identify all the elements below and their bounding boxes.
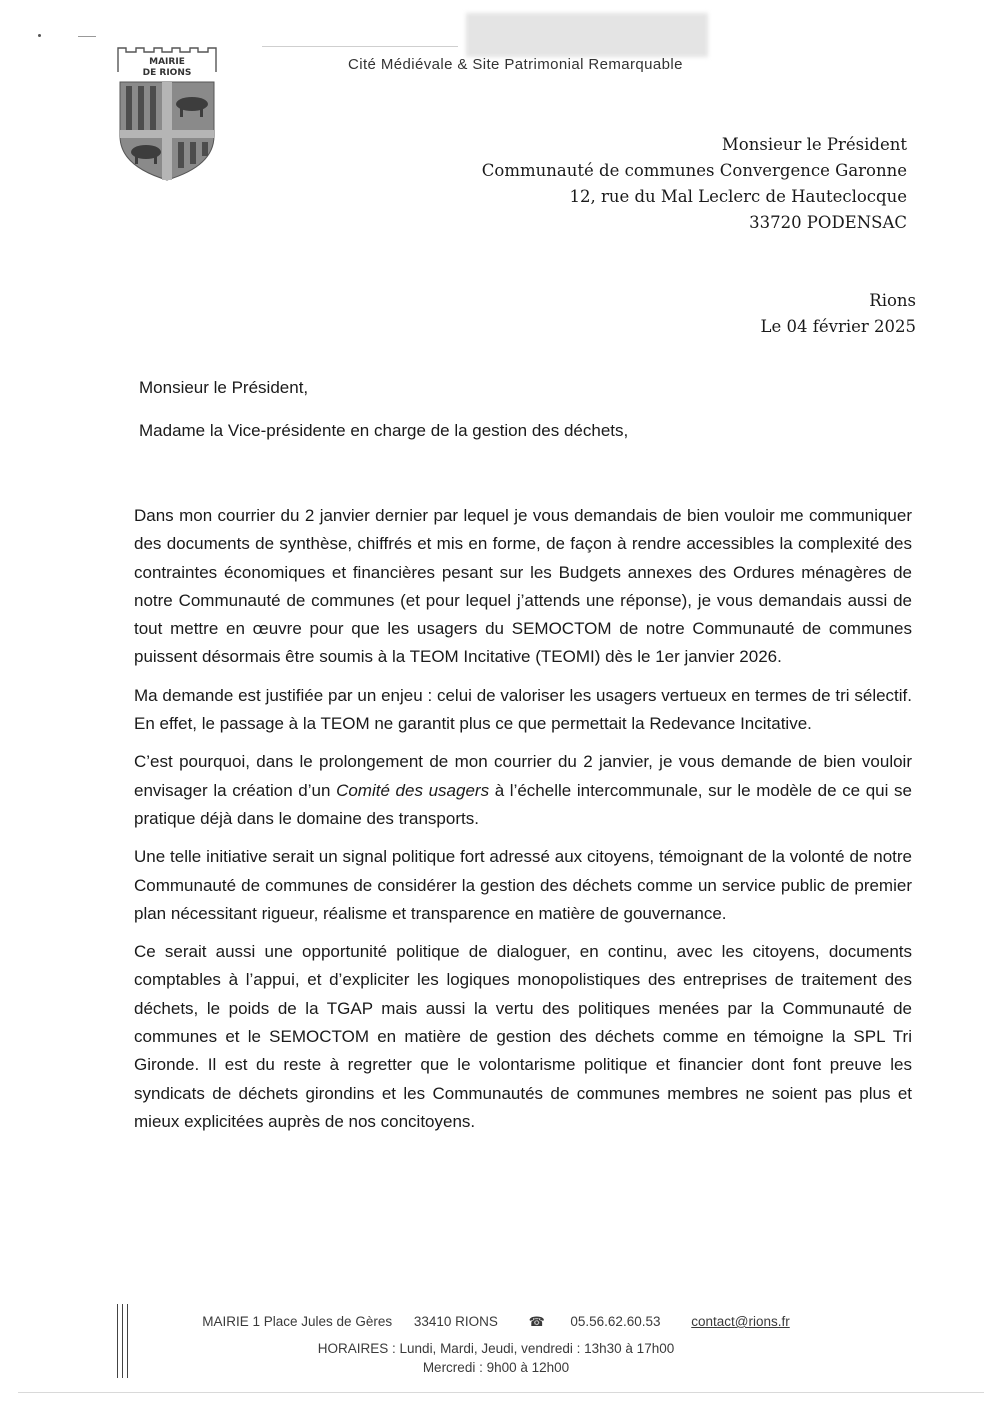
scan-mark <box>78 36 96 37</box>
phone-icon: ☎ <box>528 1314 545 1329</box>
paragraph-4: Une telle initiative serait un signal politique fort adressé aux citoyens, témoignant de la volonté de notre Communauté de communes de considérer la gestion des déchets comme un service public de premier plan nécessitant rigueur, réalisme et transparence en matière de gouvernance. <box>134 847 912 923</box>
footer-postal: 33410 RIONS <box>413 1314 498 1329</box>
recipient-address <box>482 132 907 236</box>
salutation-president: Monsieur le Président, <box>139 378 309 397</box>
salutation-vice-president: Madame la Vice-présidente en charge de la gestion des déchets, <box>139 421 629 440</box>
footer-email[interactable]: contact@rions.fr <box>691 1314 790 1329</box>
footer-address: MAIRIE 1 Place Jules de Gères <box>202 1314 393 1329</box>
redacted-area <box>466 13 708 57</box>
paragraph-3-end: à l’échelle intercommunale, sur le modèle de ce qui se pratique déjà dans le domaine des transports. <box>134 780 912 828</box>
recipient-line: 33720 PODENSAC <box>749 213 907 232</box>
header-rule <box>262 46 458 47</box>
comite-des-usagers: Comité des usagers <box>336 780 490 800</box>
date-block <box>761 288 916 340</box>
place: Rions <box>869 291 916 310</box>
logo-text-top: MAIRIE <box>149 57 185 67</box>
scan-mark <box>42 1206 48 1212</box>
paragraph-2: Ma demande est justifiée par un enjeu : celui de valoriser les usagers vertueux en termes de tri sélectif. En effet, le passage à la TEOM ne garantit plus ce que permettait la Redevance Incitative. <box>134 685 912 734</box>
date: Le 04 février 2025 <box>760 317 916 336</box>
letter-body <box>134 502 912 1146</box>
footer-hours: HORAIRES : Lundi, Mardi, Jeudi, vendredi : 13h30 à 17h00 <box>317 1341 675 1356</box>
footer-phone <box>520 1314 670 1329</box>
paragraph-1: Dans mon courrier du 2 janvier dernier par lequel je vous demandais de bien vouloir me communiquer des documents de synthèse, chiffrés et mis en forme, de façon à rendre accessibles la complexité des contraintes économiques et financières pesant sur les Budgets annexes des Ordures ménagères de notre Communauté de communes (et pour lequel j’attends une réponse), je vous demandais aussi de tout mettre en œuvre pour que les usagers du SEMOCTOM de notre Communauté de communes puissent désormais être soumis à la TEOM Incitative (TEOMI) dès le 1er janvier 2026. <box>134 506 912 667</box>
scan-speck <box>38 34 41 37</box>
paragraph-3-start: C’est pourquoi, dans le prolongement de mon courrier du 2 janvier, je vous demande de bien vouloir envisager la création d’un <box>134 752 912 800</box>
footer-contact-line <box>0 1314 992 1330</box>
town-crest-logo <box>112 44 222 184</box>
footer-phone-number: 05.56.62.60.53 <box>570 1314 661 1329</box>
recipient-line: Monsieur le Président <box>721 135 907 154</box>
tagline: Cité Médiévale & Site Patrimonial Remarquable <box>348 56 683 73</box>
paragraph-5: Ce serait aussi une opportunité politique de dialoguer, en continu, avec les citoyens, documents comptables à l’appui, et d’expliciter les logiques monopolistiques des entreprises de traitement des déchets, le poids de la TGAP mais aussi la vertu des politiques menées par la Communauté de communes et le SEMOCTOM en matière de gestion des déchets comme en témoigne la SPL Tri Gironde. Il est du reste à regretter que le volontarisme politique et financier dont font preuve les syndicats de déchets girondins et les Communautés de communes membres ne soient pas plus et mieux explicitées auprès de nos concitoyens. <box>134 942 912 1131</box>
paragraph-3 <box>134 748 912 833</box>
logo-text-bottom: DE RIONS <box>142 68 192 78</box>
bottom-rule <box>18 1392 984 1393</box>
recipient-line: 12, rue du Mal Leclerc de Hauteclocque <box>569 187 907 206</box>
recipient-line: Communauté de communes Convergence Garonne <box>481 161 907 180</box>
footer-hours-wednesday: Mercredi : 9h00 à 12h00 <box>422 1360 570 1375</box>
